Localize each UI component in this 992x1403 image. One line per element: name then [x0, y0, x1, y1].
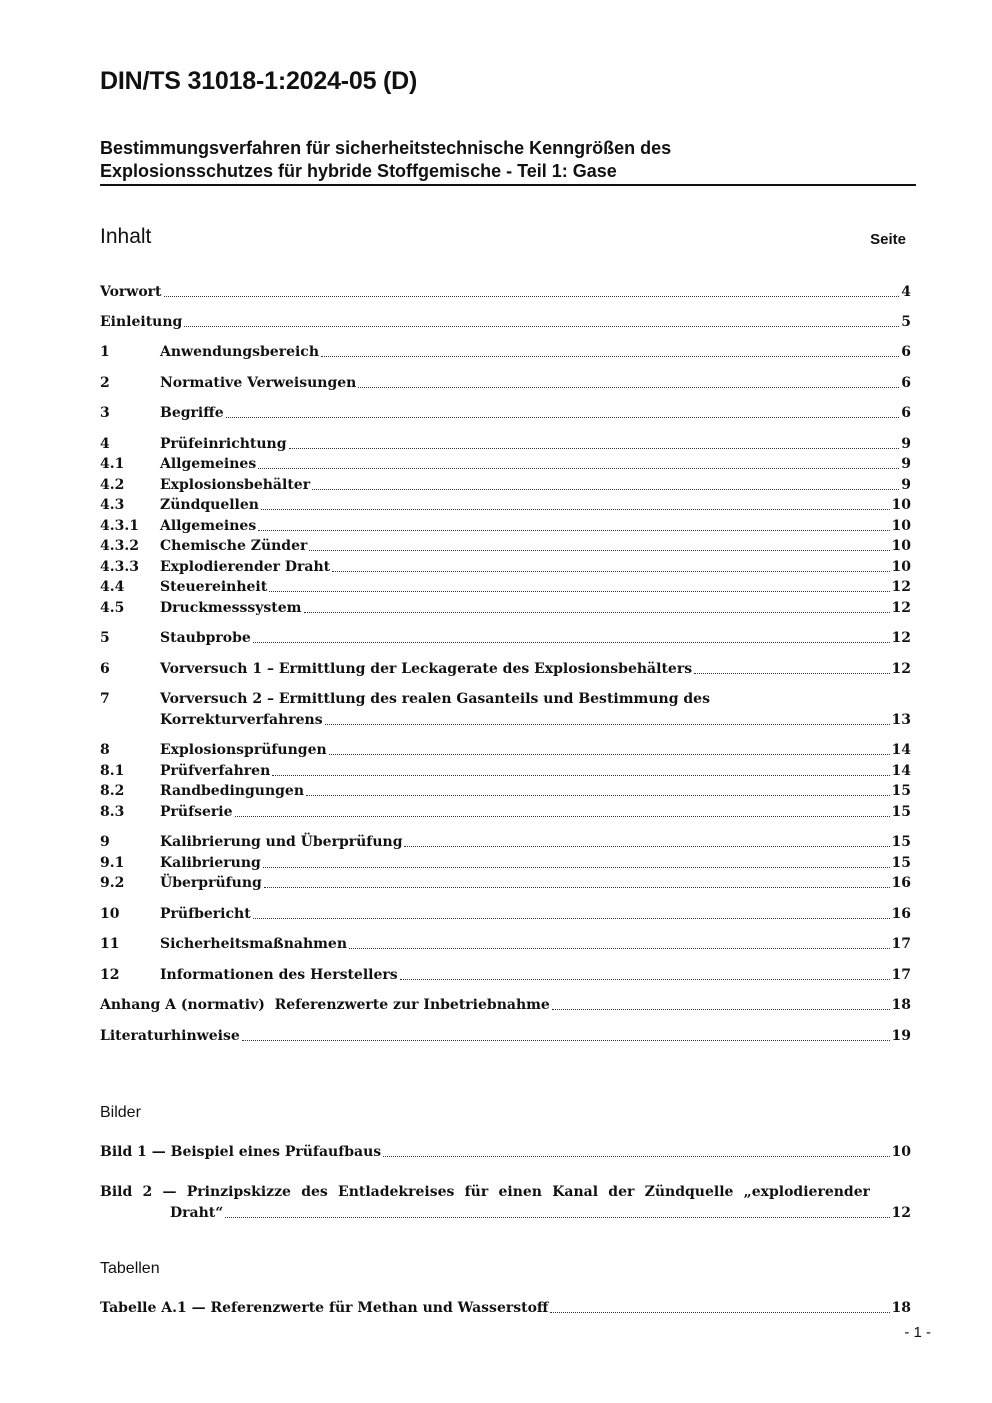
- toc-entry-text: Begriffe: [160, 405, 224, 421]
- toc-heading: Inhalt: [100, 225, 152, 248]
- page-number: - 1 -: [904, 1324, 931, 1341]
- figure-entry-page: 10: [891, 1144, 911, 1160]
- toc-leader-dots: [235, 816, 890, 817]
- toc-leader-dots: [332, 571, 889, 572]
- toc-leader-dots: [309, 550, 889, 551]
- toc-entry-page: 12: [891, 630, 911, 646]
- toc-entry-text: Explodierender Draht: [160, 559, 331, 575]
- figure-entry-1[interactable]: [100, 1142, 911, 1162]
- toc-entry-12[interactable]: [100, 965, 911, 985]
- toc-leader-dots: [550, 1312, 889, 1313]
- toc-entry-number: 2: [100, 375, 110, 391]
- toc-leader-dots: [253, 642, 890, 643]
- toc-entry-page: 16: [891, 906, 911, 922]
- toc-entry-page: 14: [891, 763, 911, 779]
- toc-entry-number: 4.5: [100, 600, 125, 616]
- toc-entry-text: Anwendungsbereich: [160, 344, 319, 360]
- toc-leader-dots: [264, 887, 890, 888]
- toc-leader-dots: [306, 795, 890, 796]
- toc-entry-page: 6: [901, 375, 911, 391]
- toc-entry-8-1[interactable]: [100, 761, 911, 781]
- toc-entry-4-3-2[interactable]: [100, 536, 911, 556]
- toc-entry-text: Vorversuch 2 – Ermittlung des realen Gasanteils und Bestimmung des: [160, 691, 710, 707]
- toc-entry-text: Steuereinheit: [160, 579, 268, 595]
- toc-entry-page: 5: [901, 314, 911, 330]
- toc-leader-dots: [184, 326, 899, 327]
- toc-entry-9-1[interactable]: [100, 853, 911, 873]
- subtitle-line-2: Explosionsschutzes für hybride Stoffgemische - Teil 1: Gase: [100, 161, 617, 181]
- toc-leader-dots: [225, 1217, 889, 1218]
- toc-entry-text: Überprüfung: [160, 875, 262, 891]
- toc-leader-dots: [358, 387, 899, 388]
- toc-entry-text: Explosionsbehälter: [160, 477, 311, 493]
- toc-entry-number: 12: [100, 967, 120, 983]
- toc-entry-text: Prüfbericht: [160, 906, 251, 922]
- toc-entry-page: 6: [901, 405, 911, 421]
- toc-entry-anhang-a[interactable]: [100, 995, 911, 1015]
- page-column-label: Seite: [870, 231, 906, 248]
- toc-leader-dots: [404, 846, 889, 847]
- toc-entry-number: 3: [100, 405, 110, 421]
- toc-leader-dots: [400, 979, 890, 980]
- toc-entry-7-line-1[interactable]: [100, 689, 710, 709]
- toc-entry-page: 17: [891, 967, 911, 983]
- toc-entry-8-2[interactable]: [100, 781, 911, 801]
- toc-entry-4-3-3[interactable]: [100, 557, 911, 577]
- figure-entry-2-line-1[interactable]: Bild 2 — Prinzipskizze des Entladekreises für einen Kanal der Zündquelle „explodierender: [100, 1184, 870, 1200]
- toc-entry-number: 4.3.3: [100, 559, 139, 575]
- toc-entry-number: 9.1: [100, 855, 125, 871]
- toc-leader-dots: [289, 448, 900, 449]
- toc-entry-text: Prüfserie: [160, 804, 233, 820]
- toc-entry-3[interactable]: [100, 403, 911, 423]
- toc-entry-number: 4: [100, 436, 110, 452]
- toc-entry-text: Prüfeinrichtung: [160, 436, 287, 452]
- toc-entry-number: 8: [100, 742, 110, 758]
- toc-entry-page: 9: [901, 456, 911, 472]
- toc-leader-dots: [263, 867, 890, 868]
- toc-entry-4-3-1[interactable]: [100, 516, 911, 536]
- toc-entry-number: 6: [100, 661, 110, 677]
- toc-entry-page: 16: [891, 875, 911, 891]
- toc-entry-9[interactable]: [100, 832, 911, 852]
- toc-entry-text: Vorwort: [100, 284, 162, 300]
- toc-entry-text: Normative Verweisungen: [160, 375, 357, 391]
- toc-entry-4-3[interactable]: [100, 495, 911, 515]
- toc-entry-text: Allgemeines: [160, 456, 257, 472]
- toc-entry-page: 4: [901, 284, 911, 300]
- toc-entry-2[interactable]: [100, 373, 911, 393]
- toc-entry-number: 5: [100, 630, 110, 646]
- toc-entry-10[interactable]: [100, 904, 911, 924]
- toc-entry-einleitung[interactable]: [100, 312, 911, 332]
- toc-leader-dots: [261, 509, 890, 510]
- toc-entry-text: Literaturhinweise: [100, 1028, 240, 1044]
- toc-leader-dots: [258, 468, 899, 469]
- toc-entry-page: 10: [891, 497, 911, 513]
- toc-entry-page: 12: [891, 579, 911, 595]
- toc-entry-page: 15: [891, 855, 911, 871]
- toc-entry-number: 8.2: [100, 783, 125, 799]
- document-title: DIN/TS 31018-1:2024-05 (D): [100, 67, 418, 95]
- toc-entry-4-5[interactable]: [100, 598, 911, 618]
- toc-entry-number: 8.3: [100, 804, 125, 820]
- toc-entry-page: 10: [891, 518, 911, 534]
- toc-entry-1[interactable]: [100, 342, 911, 362]
- toc-entry-page: 13: [891, 712, 911, 728]
- toc-entry-text: Explosionsprüfungen: [160, 742, 327, 758]
- toc-entry-page: 18: [891, 997, 911, 1013]
- toc-leader-dots: [269, 591, 889, 592]
- toc-leader-dots: [164, 296, 900, 297]
- toc-entry-text: Kalibrierung: [160, 855, 261, 871]
- toc-entry-page: 17: [891, 936, 911, 952]
- toc-entry-text: Einleitung: [100, 314, 183, 330]
- toc-entry-8-3[interactable]: [100, 802, 911, 822]
- tables-heading: Tabellen: [100, 1260, 160, 1277]
- toc-leader-dots: [325, 724, 890, 725]
- toc-entry-number: 4.1: [100, 456, 125, 472]
- figure-entry-page: 12: [891, 1205, 911, 1221]
- toc-entry-literaturhinweise[interactable]: [100, 1026, 911, 1046]
- toc-leader-dots: [383, 1156, 889, 1157]
- toc-entry-number: 4.4: [100, 579, 125, 595]
- toc-entry-page: 10: [891, 559, 911, 575]
- toc-entry-number: 4.3: [100, 497, 125, 513]
- toc-entry-11[interactable]: [100, 934, 911, 954]
- table-entry-a-1[interactable]: [100, 1298, 911, 1318]
- toc-entry-page: 15: [891, 834, 911, 850]
- toc-entry-page: 9: [901, 477, 911, 493]
- figure-entry-text-continued: Draht“: [170, 1205, 224, 1221]
- toc-leader-dots: [329, 754, 890, 755]
- toc-entry-text-continued: Korrekturverfahrens: [160, 712, 323, 728]
- toc-entry-text: Prüfverfahren: [160, 763, 271, 779]
- figures-heading: Bilder: [100, 1104, 141, 1121]
- toc-entry-8[interactable]: [100, 740, 911, 760]
- toc-entry-number: 7: [100, 691, 110, 707]
- toc-entry-5[interactable]: [100, 628, 911, 648]
- toc-entry-9-2[interactable]: [100, 873, 911, 893]
- toc-entry-number: 4.3.1: [100, 518, 139, 534]
- toc-entry-page: 14: [891, 742, 911, 758]
- toc-leader-dots: [349, 948, 889, 949]
- toc-entry-number: 9.2: [100, 875, 125, 891]
- toc-entry-4-1[interactable]: [100, 454, 911, 474]
- toc-entry-page: 9: [901, 436, 911, 452]
- toc-leader-dots: [312, 489, 899, 490]
- toc-entry-text: Druckmesssystem: [160, 600, 302, 616]
- toc-entry-text: Kalibrierung und Überprüfung: [160, 834, 403, 850]
- toc-leader-dots: [272, 775, 889, 776]
- toc-entry-page: 15: [891, 783, 911, 799]
- toc-entry-page: 12: [891, 600, 911, 616]
- toc-entry-text: Staubprobe: [160, 630, 251, 646]
- toc-entry-4-4[interactable]: [100, 577, 911, 597]
- toc-entry-number: 10: [100, 906, 120, 922]
- toc-entry-6[interactable]: [100, 659, 911, 679]
- toc-leader-dots: [304, 612, 890, 613]
- toc-entry-page: 6: [901, 344, 911, 360]
- table-entry-text: Tabelle A.1 — Referenzwerte für Methan und Wasserstoff: [100, 1300, 549, 1316]
- toc-leader-dots: [321, 356, 899, 357]
- toc-entry-text: Allgemeines: [160, 518, 257, 534]
- toc-entry-number: 11: [100, 936, 120, 952]
- toc-entry-text: Sicherheitsmaßnahmen: [160, 936, 348, 952]
- toc-leader-dots: [258, 530, 889, 531]
- toc-leader-dots: [253, 918, 890, 919]
- toc-entry-text: Chemische Zünder: [160, 538, 308, 554]
- toc-entry-4[interactable]: [100, 434, 911, 454]
- figure-entry-2-line-2[interactable]: [170, 1203, 911, 1223]
- toc-entry-number: 1: [100, 344, 110, 360]
- subtitle-line-1: Bestimmungsverfahren für sicherheitstechnische Kenngrößen des: [100, 138, 672, 158]
- toc-entry-page: 19: [891, 1028, 911, 1044]
- toc-entry-text: Vorversuch 1 – Ermittlung der Leckagerate des Explosionsbehälters: [160, 661, 693, 677]
- toc-entry-number: 4.2: [100, 477, 125, 493]
- toc-leader-dots: [242, 1040, 890, 1041]
- toc-leader-dots: [694, 673, 889, 674]
- toc-entry-number: 9: [100, 834, 110, 850]
- title-divider: [100, 184, 916, 186]
- figure-entry-text: Bild 1 — Beispiel eines Prüfaufbaus: [100, 1144, 382, 1160]
- toc-entry-7-line-2[interactable]: [160, 710, 911, 730]
- toc-entry-page: 12: [891, 661, 911, 677]
- toc-entry-vorwort[interactable]: [100, 282, 911, 302]
- toc-leader-dots: [226, 417, 900, 418]
- document-subtitle: [100, 137, 915, 183]
- toc-entry-number: 8.1: [100, 763, 125, 779]
- toc-entry-text: Randbedingungen: [160, 783, 304, 799]
- toc-entry-text: Anhang A (normativ) Referenzwerte zur Inbetriebnahme: [100, 997, 550, 1013]
- toc-entry-page: 10: [891, 538, 911, 554]
- toc-entry-page: 15: [891, 804, 911, 820]
- toc-entry-text: Informationen des Herstellers: [160, 967, 398, 983]
- toc-entry-4-2[interactable]: [100, 475, 911, 495]
- toc-entry-number: 4.3.2: [100, 538, 139, 554]
- table-entry-page: 18: [891, 1300, 911, 1316]
- toc-entry-text: Zündquellen: [160, 497, 259, 513]
- toc-leader-dots: [552, 1009, 890, 1010]
